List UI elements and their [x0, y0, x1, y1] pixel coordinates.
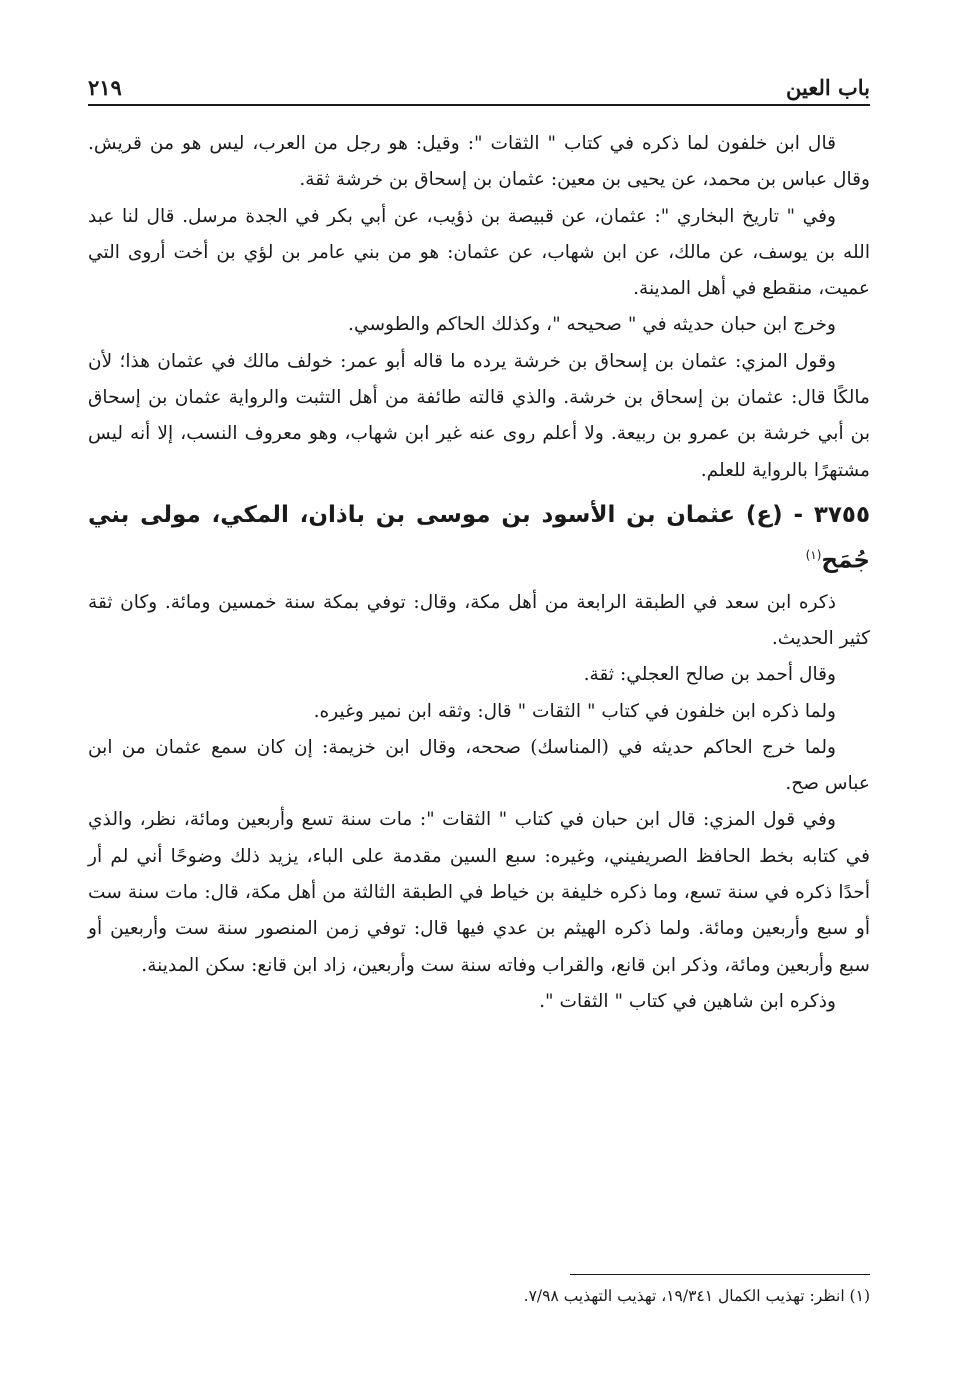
footnote-reference: (١)	[805, 547, 822, 562]
chapter-title: باب العين	[785, 75, 870, 100]
paragraph: قال ابن خلفون لما ذكره في كتاب " الثقات ": وقيل: هو رجل من العرب، ليس هو من قريش. وقال عباس بن محمد، عن يحيى بن معين: عثمان بن إسحاق بن خرشة ثقة.	[88, 133, 870, 191]
page-number: ٢١٩	[88, 75, 122, 100]
entry-heading-text: ٣٧٥٥ - (ع) عثمان بن الأسود بن موسى بن باذان، المكي، مولى بني جُمَح	[88, 501, 870, 574]
running-header	[88, 58, 870, 106]
book-page	[88, 58, 870, 1338]
paragraph: وذكره ابن شاهين في كتاب " الثقات ".	[539, 990, 836, 1012]
paragraph: ذكره ابن سعد في الطبقة الرابعة من أهل مكة، وقال: توفي بمكة سنة خمسين ومائة. وكان ثقة كثير الحديث.	[88, 591, 870, 649]
page-body	[88, 126, 870, 1020]
footnote: (١) انظر: تهذيب الكمال ١٩/٣٤١، تهذيب التهذيب ٧/٩٨.	[523, 1287, 870, 1305]
footnote-divider	[570, 1274, 870, 1275]
paragraph: وفي " تاريخ البخاري ": عثمان، عن قبيصة بن ذؤيب، عن أبي بكر في الجدة مرسل. قال لنا عبد الله بن يوسف، عن مالك، عن ابن شهاب، عن عثمان: هو من بني عامر بن لؤي بن أخت أروى التي عميت، منقطع في أهل المدينة.	[88, 205, 870, 300]
footnotes-section	[88, 1274, 870, 1307]
paragraph: وقال أحمد بن صالح العجلي: ثقة.	[583, 664, 836, 686]
paragraph: وقول المزي: عثمان بن إسحاق بن خرشة يرده ما قاله أبو عمر: خولف مالك في عثمان هذا؛ لأن مالكًا قال: عثمان بن إسحاق بن خرشة. والذي قالته طائفة من أهل التثبت والرواية عثمان بن إسحاق بن أبي خرشة بن عمرو بن ربيعة. ولا أعلم روى عنه غير ابن شهاب، وهو معروف النسب، إلا أنه ليس مشتهرًا بالرواية للعلم.	[88, 350, 870, 481]
entry-heading	[88, 495, 870, 581]
paragraph: ولما خرج الحاكم حديثه في (المناسك) صححه، وقال ابن خزيمة: إن كان سمع عثمان من ابن عباس صح.	[88, 736, 870, 795]
paragraph: وفي قول المزي: قال ابن حبان في كتاب " الثقات ": مات سنة تسع وأربعين ومائة، نظر، والذي في كتابه بخط الحافظ الصريفيني، وغيره: سبع السين مقدمة على الباء، يزيد ذلك وضوحًا أني لم أر أحدًا ذكره في سنة تسع، وما ذكره خليفة بن خياط في الطبقة الثالثة من أهل مكة، قال: مات سنة ست أو سبع وأربعين ومائة. ولما ذكره الهيثم بن عدي فيها قال: توفي زمن المنصور سنة ست وأربعين أو سبع وأربعين ومائة، وذكر ابن قانع، والقراب وفاته سنة ست وأربعين، زاد ابن قانع: سكن المدينة.	[88, 809, 870, 976]
paragraph: ولما ذكره ابن خلفون في كتاب " الثقات " قال: وثقه ابن نمير وغيره.	[313, 700, 836, 722]
paragraph: وخرج ابن حبان حديثه في " صحيحه "، وكذلك الحاكم والطوسي.	[348, 314, 836, 336]
